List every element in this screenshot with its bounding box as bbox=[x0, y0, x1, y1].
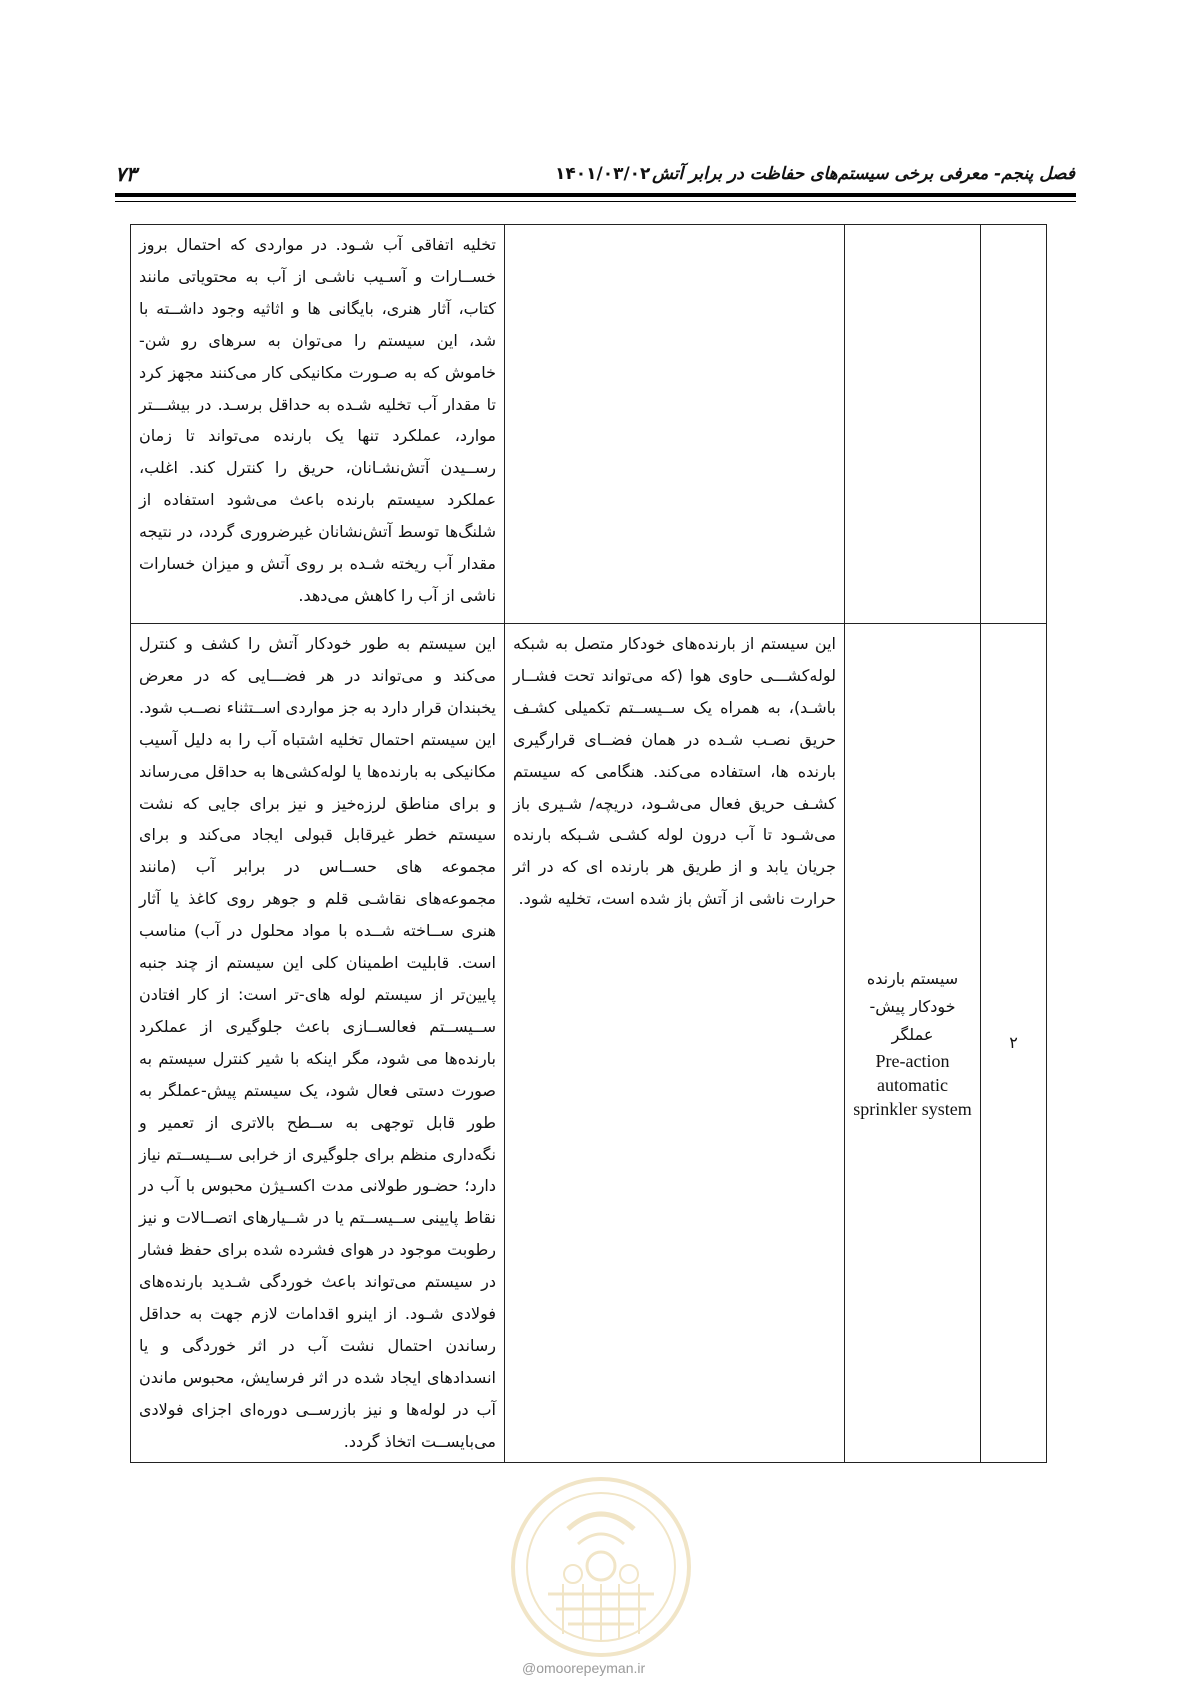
row2-name-cell bbox=[845, 624, 981, 1463]
systems-table bbox=[130, 224, 1047, 1463]
row1-advantages-cell: تخلیه اتفاقی آب شـود. در مواردی که احتمال بروز خســارات و آسـیب ناشـی از آب به محتویاتی مانند کتاب، آثار هنری، بایگانی ها و اثاثیه وجود داشــته با شد، این سیستم را می‌توان به سرهای رو شن-خاموش که به صـورت مکانیکی کار می‌کنند مجهز کرد تا مقدار آب تخلیه شـده به حداقل برسـد. در بیشـــتر موارد، عملکرد تنها یک بارنده می‌تواند تا زمان رســیدن آتش‌نشـانان، حریق را کنترل کند. اغلب، عملکرد سیستم بارنده باعث می‌شود استفاده از شلنگ‌ها توسط آتش‌نشانان غیرضروری گردد، در نتیجه مقدار آب ریخته شـده بر روی آتش و میزان خسارات ناشی از آب را کاهش می‌دهد. bbox=[131, 225, 505, 624]
chapter-title: فصل پنجم- معرفی برخی سیستم‌های حفاظت در برابر آتش bbox=[652, 164, 1075, 184]
page-number: ۷۳ bbox=[115, 162, 137, 186]
row2-number-cell: ۲ bbox=[981, 624, 1047, 1463]
header-rule-thick bbox=[115, 193, 1076, 197]
page-header bbox=[115, 160, 1075, 190]
row1-number-cell bbox=[981, 225, 1047, 624]
table-row bbox=[131, 624, 1047, 1463]
system-name-fa: سیستم بارنده خودکار پیش-عملگر bbox=[866, 968, 959, 1044]
row1-description-cell bbox=[505, 225, 845, 624]
row2-description-cell: این سیستم از بارنده‌های خودکار متصل به شبکه لوله‌کشـــی حاوی هوا (که می‌تواند تحت فشــار باشـد)، به همراه یک ســیســتم تکمیلی کشـف حریق نصـب شـده در همان فضــای قرارگیری بارنده ها، استفاده می‌کند. هنگامی که سیستم کشـف حریق فعال می‌شـود، دریچه/ شـیری باز می‌شـود تا آب درون لوله کشـی شـبکه بارنده جریان یابد و از طریق هر بارنده ای که در اثر حرارت ناشی از آتش باز شده است، تخلیه شود. bbox=[505, 624, 845, 1463]
system-name-en: Pre-action automatic sprinkler system bbox=[853, 1050, 972, 1119]
seal-logo-icon bbox=[508, 1474, 694, 1660]
header-date: ۱۴۰۱/۰۳/۰۲ bbox=[555, 164, 651, 184]
row2-advantages-cell: این سیستم به طور خودکار آتش را کشف و کنترل می‌کند و می‌تواند در هر فضـــایی که در معرض یخبندان قرار دارد به جز مواردی اســتثناء نصــب شود. این سیستم احتمال تخلیه اشتباه آب را به دلیل آسیب مکانیکی به بارنده‌ها یا لوله‌کشی‌ها به حداقل می‌رساند و برای مناطق لرزه‌خیز و نیز برای جایی که نشت سیستم خطر غیرقابل قبولی ایجاد می‌کند و برای مجموعه های حســاس در برابر آب (مانند مجموعه‌های نقاشـی قلم و جوهر روی کاغذ یا آثار هنری ســاخته شــده با مواد محلول در آب) مناسب است. قابلیت اطمینان کلی این سیستم از چند جنبه پایین‌تر از سیستم لوله های-تر است: از کار افتادن ســیســتم فعالســازی باعث جلوگیری از عملکرد بارنده‌ها می شود، مگر اینکه با شیر کنترل سیستم به صورت دستی فعال شود، یک سیستم پیش-عملگر به طور قابل توجهی به ســطح بالاتری از تعمیر و نگه‌داری منظم برای جلوگیری از خرابی ســیســتم نیاز دارد؛ حضـور طولانی مدت اکسـیژن محبوس با آب در نقاط پایینی ســیســتم یا در شــیارهای اتصــالات و نیز رطوبت موجود در هوای فشرده شده برای حفظ فشار در سیستم می‌تواند باعث خوردگی شـدید بارنده‌های فولادی شـود. از اینرو اقدامات لازم جهت به حداقل رساندن احتمال نشت آب در اثر خوردگی و یا انسدادهای ایجاد شده در اثر فرسایش، محبوس ماندن آب در لوله‌ها و نیز بازرســی دوره‌ای اجزای فولادی می‌بایســت اتخاذ گردد. bbox=[131, 624, 505, 1463]
header-rule-thin bbox=[115, 201, 1076, 202]
row1-name-cell bbox=[845, 225, 981, 624]
table-row bbox=[131, 225, 1047, 624]
watermark-site: @omoorepeyman.ir bbox=[522, 1660, 646, 1676]
